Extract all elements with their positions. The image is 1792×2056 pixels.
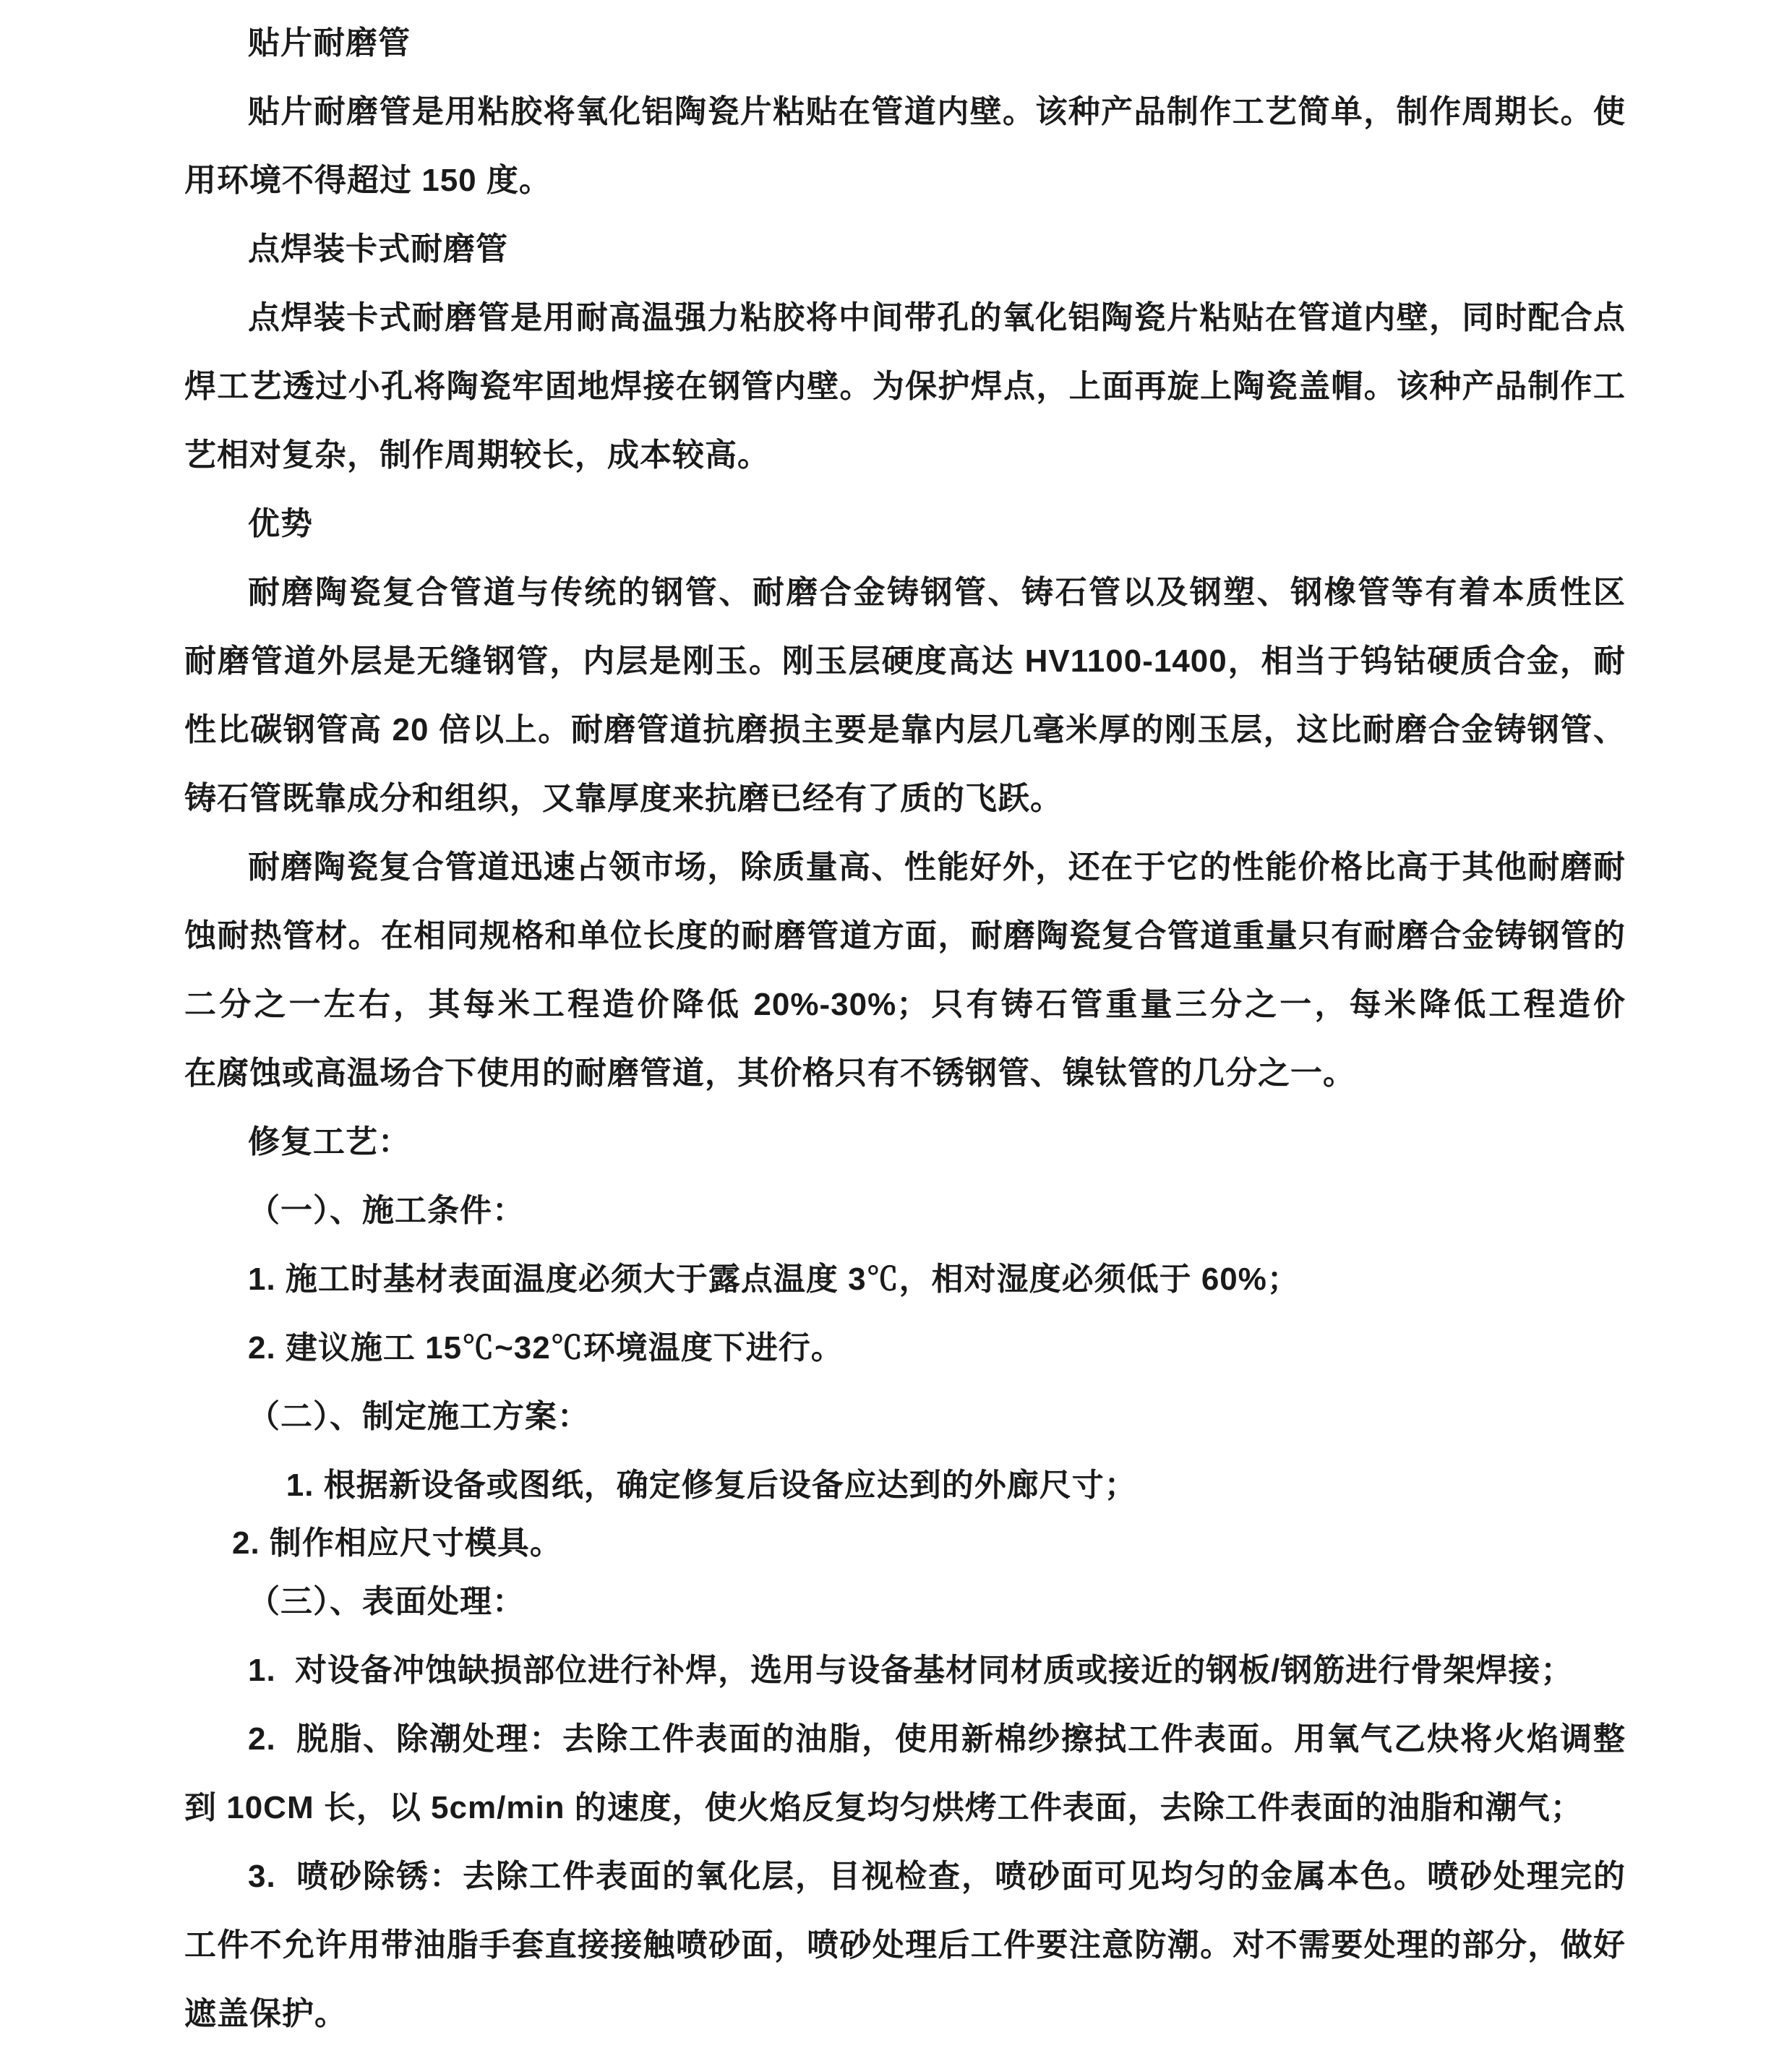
text-line: 点焊装卡式耐磨管 xyxy=(248,231,508,267)
text-line: 1. 根据新设备或图纸，确定修复后设备应达到的外廊尺寸； xyxy=(286,1468,1137,1503)
text-line: 2. 制作相应尺寸模具。 xyxy=(232,1525,562,1561)
text-line: 修复工艺： xyxy=(248,1124,411,1160)
text-line: 点焊装卡式耐磨管是用耐高温强力粘胶将中间带孔的氧化铝陶瓷片粘贴在管道内壁，同时配合点 xyxy=(248,300,1626,335)
text-line: 蚀耐热管材。在相同规格和单位长度的耐磨管道方面，耐磨陶瓷复合管道重量只有耐磨合金铸钢管的 xyxy=(184,918,1626,954)
text-line: 2. 建议施工 15℃~32℃环境温度下进行。 xyxy=(248,1330,844,1366)
text-line: 2. 脱脂、除潮处理：去除工件表面的油脂，使用新棉纱擦拭工件表面。用氧气乙炔将火焰调整 xyxy=(248,1721,1626,1757)
text-line: 在腐蚀或高温场合下使用的耐磨管道，其价格只有不锈钢管、镍钛管的几分之一。 xyxy=(184,1055,1355,1091)
text-line: 优势 xyxy=(248,506,313,541)
text-line: 焊工艺透过小孔将陶瓷牢固地焊接在钢管内壁。为保护焊点，上面再旋上陶瓷盖帽。该种产品制作工 xyxy=(184,369,1626,404)
text-line: 性比碳钢管高 20 倍以上。耐磨管道抗磨损主要是靠内层几毫米厚的刚玉层，这比耐磨合金铸钢管、 xyxy=(184,712,1626,748)
text-line: 贴片耐磨管是用粘胶将氧化铝陶瓷片粘贴在管道内壁。该种产品制作工艺简单，制作周期长。使 xyxy=(248,94,1626,129)
text-line: 到 10CM 长，以 5cm/min 的速度，使火焰反复均匀烘烤工件表面，去除工件表面的油脂和潮气； xyxy=(184,1790,1583,1825)
text-line: 3. 喷砂除锈：去除工件表面的氧化层，目视检查，喷砂面可见均匀的金属本色。喷砂处理完的 xyxy=(248,1859,1626,1894)
text-line: （三）、表面处理： xyxy=(248,1584,525,1619)
text-line: 1. 对设备冲蚀缺损部位进行补焊，选用与设备基材同材质或接近的钢板/钢筋进行骨架焊接； xyxy=(248,1653,1574,1688)
text-line: 艺相对复杂，制作周期较长，成本较高。 xyxy=(184,437,770,473)
text-line: 耐磨陶瓷复合管道迅速占领市场，除质量高、性能好外，还在于它的性能价格比高于其他耐磨耐 xyxy=(248,849,1626,885)
text-line: 二分之一左右，其每米工程造价降低 20%-30%；只有铸石管重量三分之一，每米降低工程造价 xyxy=(184,987,1626,1022)
text-line: 遮盖保护。 xyxy=(184,1996,347,2031)
text-line: 1. 施工时基材表面温度必须大于露点温度 3℃，相对湿度必须低于 60%； xyxy=(248,1262,1300,1297)
text-line: 贴片耐磨管 xyxy=(248,25,411,61)
document-body xyxy=(184,9,1626,2048)
text-line: 耐磨陶瓷复合管道与传统的钢管、耐磨合金铸钢管、铸石管以及钢塑、钢橡管等有着本质性区 xyxy=(248,575,1626,610)
text-line: 工件不允许用带油脂手套直接接触喷砂面，喷砂处理后工件要注意防潮。对不需要处理的部分，做好 xyxy=(184,1927,1626,1963)
text-line: （一）、施工条件： xyxy=(248,1193,525,1228)
text-line: 耐磨管道外层是无缝钢管，内层是刚玉。刚玉层硬度高达 HV1100-1400，相当于钨钴硬质合金，耐 xyxy=(184,643,1626,679)
text-line: 用环境不得超过 150 度。 xyxy=(184,163,552,198)
text-line: 铸石管既靠成分和组织，又靠厚度来抗磨已经有了质的飞跃。 xyxy=(184,781,1063,816)
text-line: （二）、制定施工方案： xyxy=(248,1399,590,1434)
